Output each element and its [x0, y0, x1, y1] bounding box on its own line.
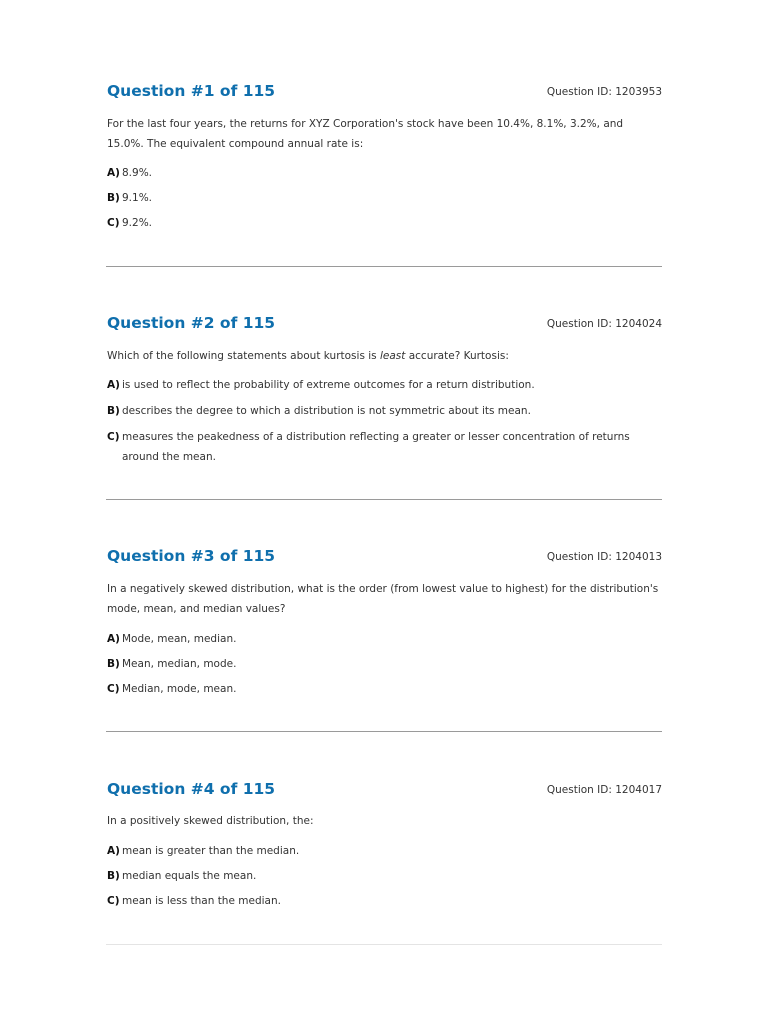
answer-option-a[interactable] [107, 163, 662, 183]
answer-option-b[interactable] [107, 654, 662, 674]
answer-options [107, 629, 662, 699]
stem-text: Which of the following statements about kurtosis is [107, 350, 380, 362]
option-letter: B) [107, 192, 120, 204]
answer-option-a[interactable] [107, 375, 662, 395]
option-letter: B) [107, 870, 120, 882]
option-letter: C) [107, 683, 120, 695]
option-letter: A) [107, 167, 120, 179]
question-title: Question #1 of 115 [107, 82, 276, 100]
option-letter: C) [107, 895, 120, 907]
option-text: 9.2%. [122, 217, 153, 229]
option-letter: A) [107, 845, 120, 857]
option-text: mean is less than the median. [122, 895, 281, 907]
question-title: Question #3 of 115 [107, 547, 276, 565]
answer-option-c[interactable] [107, 679, 662, 699]
question-stem: In a negatively skewed distribution, what is the order (from lowest value to highest) for the distribution's mode, mean, and median values? [107, 583, 659, 615]
question-id: Question ID: 1203953 [546, 86, 662, 98]
question-header [107, 544, 662, 568]
question-title: Question #4 of 115 [107, 780, 276, 798]
option-letter: A) [107, 633, 120, 645]
option-text: 8.9%. [122, 167, 153, 179]
question-divider [106, 944, 662, 945]
question-id: Question ID: 1204013 [546, 551, 662, 563]
question-block-1 [107, 79, 662, 233]
answer-option-c[interactable] [107, 427, 662, 467]
option-text: describes the degree to which a distribution is not symmetric about its mean. [122, 405, 531, 417]
answer-option-b[interactable] [107, 401, 662, 421]
answer-option-b[interactable] [107, 866, 662, 886]
question-divider [106, 499, 662, 500]
question-stem [107, 346, 662, 366]
option-text: mean is greater than the median. [122, 845, 300, 857]
option-text: measures the peakedness of a distribution reflecting a greater or lesser concentration of returns around the mean. [122, 431, 630, 463]
stem-text: accurate? Kurtosis: [405, 350, 509, 362]
question-title: Question #2 of 115 [107, 314, 276, 332]
option-letter: B) [107, 658, 120, 670]
answer-option-c[interactable] [107, 891, 662, 911]
option-letter: C) [107, 217, 120, 229]
option-letter: C) [107, 431, 120, 443]
question-id: Question ID: 1204024 [546, 318, 662, 330]
question-stem: In a positively skewed distribution, the: [107, 815, 314, 827]
option-letter: B) [107, 405, 120, 417]
question-stem: For the last four years, the returns for XYZ Corporation's stock have been 10.4%, 8.1%, 3.2%, and 15.0%. The equivalent compound annual rate is: [107, 118, 624, 150]
option-text: Median, mode, mean. [122, 683, 237, 695]
option-text: is used to reflect the probability of extreme outcomes for a return distribution. [122, 379, 535, 391]
answer-options [107, 375, 662, 467]
question-id: Question ID: 1204017 [546, 784, 662, 796]
answer-options [107, 163, 662, 233]
option-text: 9.1%. [122, 192, 153, 204]
option-letter: A) [107, 379, 120, 391]
answer-option-c[interactable] [107, 213, 662, 233]
question-divider [106, 266, 662, 267]
question-block-2 [107, 311, 662, 467]
answer-options [107, 841, 662, 911]
question-header [107, 777, 662, 801]
answer-option-a[interactable] [107, 629, 662, 649]
question-divider [106, 731, 662, 732]
option-text: median equals the mean. [122, 870, 257, 882]
answer-option-b[interactable] [107, 188, 662, 208]
option-text: Mean, median, mode. [122, 658, 237, 670]
question-header [107, 79, 662, 103]
question-block-3 [107, 544, 662, 699]
question-header [107, 311, 662, 335]
stem-emphasis: least [379, 350, 406, 362]
question-block-4 [107, 777, 662, 911]
answer-option-a[interactable] [107, 841, 662, 861]
option-text: Mode, mean, median. [122, 633, 237, 645]
